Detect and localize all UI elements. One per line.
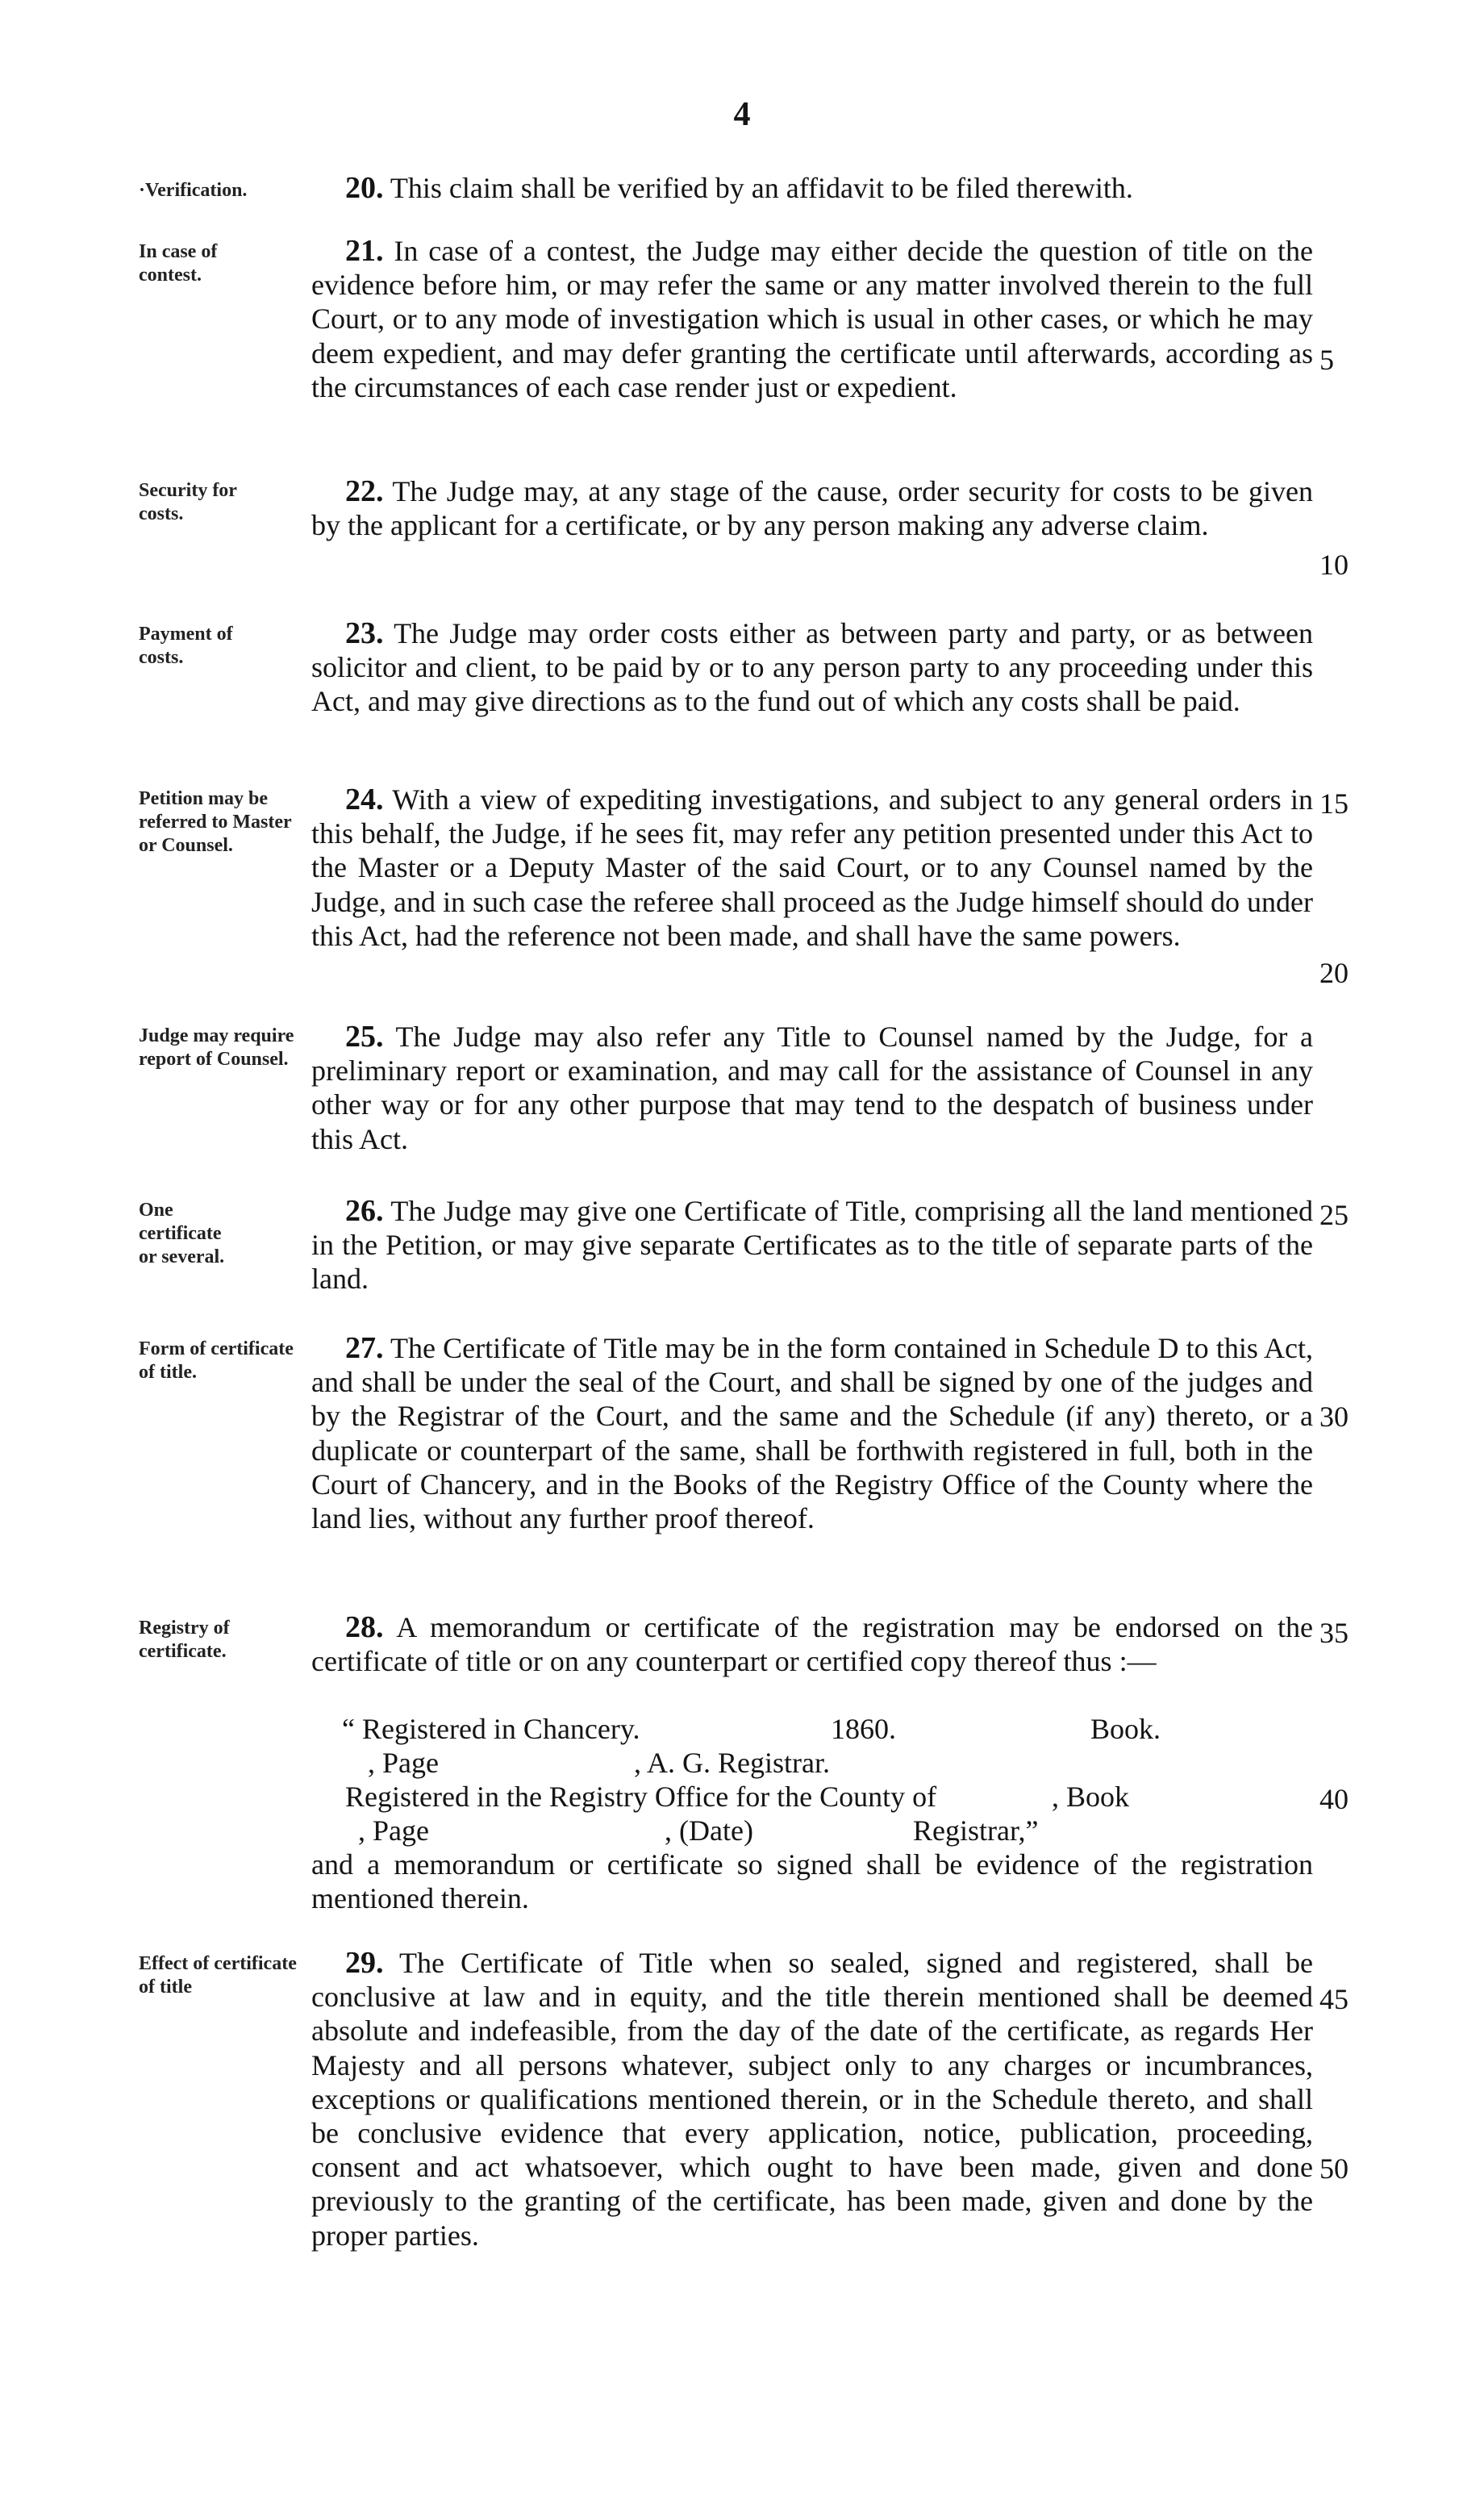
registration-form [311, 1712, 1313, 1847]
margin-note-payment-of-costs: Payment of costs. [139, 624, 233, 668]
section-number: 25. [345, 1020, 384, 1054]
line-number: 35 [1319, 1617, 1349, 1649]
closing-text: and a memorandum or certificate so signed shall be evidence of the registration mentioned therein. [311, 1848, 1313, 1914]
line-number: 10 [1319, 549, 1349, 581]
form-line-1 [311, 1712, 1313, 1746]
section-23 [311, 616, 1313, 719]
form-text: , Page [368, 1747, 439, 1779]
form-text: Registrar,” [913, 1814, 1039, 1847]
section-text: This claim shall be verified by an affidavit to be filed therewith. [390, 172, 1133, 204]
registration-closing [311, 1847, 1313, 1915]
line-number: 5 [1319, 344, 1334, 376]
section-text: In case of a contest, the Judge may either decide the question of title on the evidence before him, or may refer the same or any matter involved therein to the full Court, or to any mode of investigation which is usual in other cases, or which he may deem expedient, and may defer granting the certificate until afterwards, according as the circumstances of each case render just or expedient. [311, 235, 1314, 403]
margin-note-contest: In case of contest. [139, 241, 218, 286]
section-27 [311, 1331, 1313, 1535]
section-21 [311, 234, 1313, 404]
form-line-3 [311, 1780, 1313, 1814]
margin-note-judge-require-report: Judge may require report of Counsel. [139, 1025, 294, 1070]
form-text: Registered in the Registry Office for the County of [345, 1781, 937, 1813]
form-text: , Page [358, 1814, 429, 1847]
line-number: 40 [1319, 1783, 1349, 1815]
margin-note-one-certificate: One certificate or several. [139, 1200, 225, 1267]
margin-note-effect-of-certificate: Effect of certificate of title [139, 1953, 297, 1998]
form-text: “ Registered in Chancery. [342, 1713, 640, 1745]
margin-note-registry-of-certificate: Registry of certificate. [139, 1618, 230, 1662]
margin-note-form-of-certificate: Form of certificate of title. [139, 1338, 294, 1383]
section-28 [311, 1610, 1313, 1678]
section-text: The Judge may order costs either as between party and party, or as between solicitor and client, to be paid by or to any person party to any proceeding under this Act, and may give directions as to the fund out of which any costs shall be paid. [311, 617, 1313, 718]
section-number: 26. [345, 1194, 384, 1228]
section-22 [311, 474, 1313, 542]
section-text: The Certificate of Title when so sealed, signed and registered, shall be conclusive at law and in equity, and the title therein mentioned shall be deemed absolute and indefeasible, from the day of the date of the certificate, as regards Her Majesty and all persons whatever, subject only to any charges or incumbrances, exceptions or qualifications mentioned therein, or in the Schedule thereto, and shall be conclusive evidence that every application, notice, publication, proceeding, consent and act whatsoever, which ought to have been made, given and done previously to the granting of the certificate, has been made, given and done by the proper parties. [311, 1947, 1313, 2252]
line-number: 50 [1319, 2152, 1349, 2185]
section-number: 28. [345, 1610, 384, 1644]
section-number: 22. [345, 474, 384, 508]
form-line-2 [311, 1746, 1313, 1780]
form-line-4 [311, 1814, 1313, 1847]
section-text: The Judge may give one Certificate of Title, comprising all the land mentioned in the Petition, or may give separate Certificates as to the title of separate parts of the land. [311, 1195, 1313, 1296]
form-text: 1860. [831, 1713, 896, 1745]
section-number: 29. [345, 1946, 384, 1980]
section-25 [311, 1020, 1313, 1156]
section-text: The Judge may also refer any Title to Counsel named by the Judge, for a preliminary report or examination, and may call for the assistance of Counsel in any other way or for any other purpose that may tend to the despatch of business under this Act. [311, 1021, 1313, 1155]
page-number: 4 [733, 96, 751, 133]
section-24 [311, 783, 1313, 953]
section-number: 20. [345, 171, 384, 205]
line-number: 45 [1319, 1983, 1349, 2015]
line-number: 25 [1319, 1199, 1349, 1231]
margin-note-verification: ·Verification. [139, 180, 248, 201]
section-text: The Certificate of Title may be in the form contained in Schedule D to this Act, and shall be under the seal of the Court, and shall be signed by one of the judges and by the Registrar of the Court, and the same and the Schedule (if any) thereto, or a duplicate or counterpart of the same, shall be forthwith registered in full, both in the Court of Chancery, and in the Books of the Registry Office of the County where the land lies, without any further proof thereof. [311, 1332, 1313, 1535]
line-number: 15 [1319, 787, 1349, 820]
form-text: Book. [1090, 1713, 1161, 1745]
section-number: 21. [345, 234, 384, 268]
line-number: 20 [1319, 957, 1349, 989]
section-text: A memorandum or certificate of the registration may be endorsed on the certificate of title or on any counterpart or certified copy thereof thus :— [311, 1611, 1313, 1678]
section-20 [311, 171, 1313, 205]
margin-note-security-for-costs: Security for costs. [139, 480, 237, 524]
form-text: , Book [1052, 1781, 1130, 1813]
section-number: 27. [345, 1331, 384, 1365]
section-text: The Judge may, at any stage of the cause, order security for costs to be given by the applicant for a certificate, or by any person making any adverse claim. [311, 475, 1313, 542]
section-number: 23. [345, 616, 384, 650]
section-29 [311, 1946, 1313, 2252]
line-number: 30 [1319, 1401, 1349, 1433]
margin-note-petition-referred: Petition may be referred to Master or Counsel. [139, 788, 292, 856]
section-text: With a view of expediting investigations, and subject to any general orders in this behalf, the Judge, if he sees fit, may refer any petition presented under this Act to the Master or a Deputy Master of the said Court, or to any Counsel named by the Judge, and in such case the referee shall proceed as the Judge himself should do under this Act, had the reference not been made, and shall have the same powers. [311, 783, 1313, 952]
section-number: 24. [345, 783, 384, 816]
form-text: , A. G. Registrar. [634, 1747, 830, 1779]
section-26 [311, 1194, 1313, 1296]
form-text: , (Date) [665, 1814, 753, 1847]
